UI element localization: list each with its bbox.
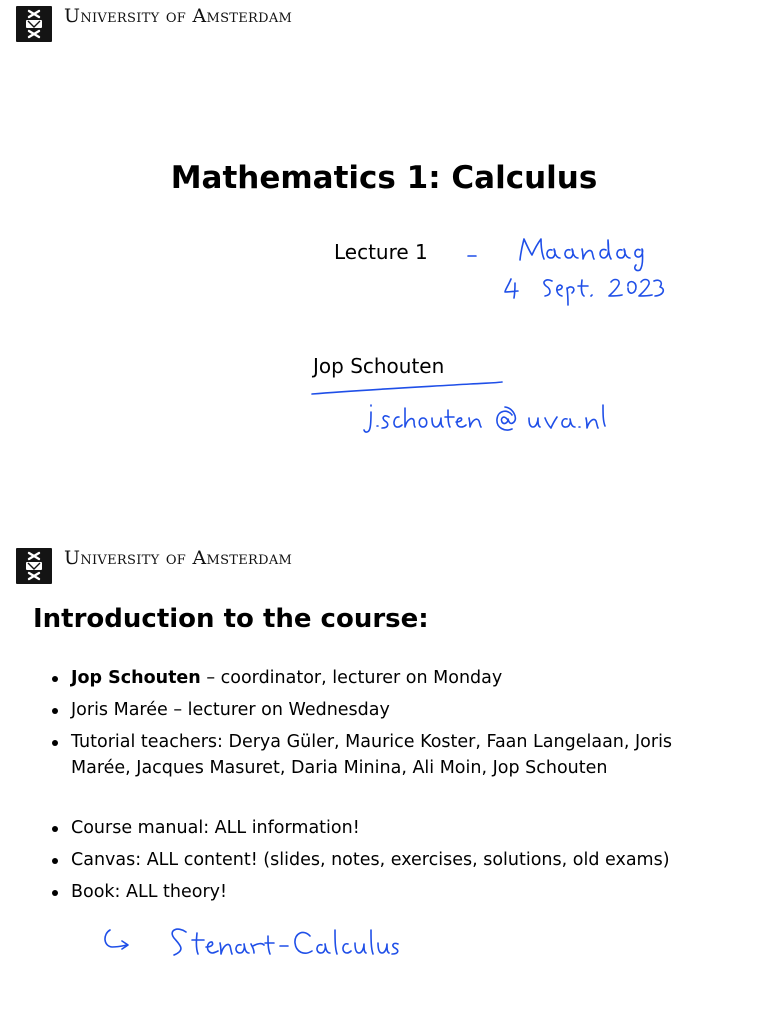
uva-crest-logo (16, 6, 52, 42)
ink-arrow (105, 930, 128, 949)
people-list (50, 665, 730, 787)
intro-slide (0, 512, 768, 1024)
ink-email (364, 405, 605, 432)
university-name: University of Amsterdam (64, 547, 293, 569)
university-name: University of Amsterdam (64, 5, 293, 27)
ink-book-title (172, 929, 398, 955)
coordinator-name: Jop Schouten (71, 668, 201, 688)
coordinator-role: – coordinator, lecturer on Monday (200, 668, 503, 688)
list-item: Book: ALL theory! (50, 879, 730, 905)
slide-heading: Introduction to the course: (33, 604, 429, 634)
resources-list (50, 815, 730, 911)
course-title: Mathematics 1: Calculus (170, 160, 598, 196)
list-item: Canvas: ALL content! (slides, notes, exercises, solutions, old exams) (50, 847, 730, 873)
ink-maandag (520, 239, 643, 271)
list-item: Course manual: ALL information! (50, 815, 730, 841)
list-item (50, 665, 730, 691)
lecture-number: Lecture 1 (334, 240, 428, 264)
uva-crest-logo (16, 548, 52, 584)
list-item: Joris Marée – lecturer on Wednesday (50, 697, 730, 723)
ink-underline (312, 382, 502, 394)
ink-date (505, 279, 663, 305)
list-item: Tutorial teachers: Derya Güler, Maurice Koster, Faan Langelaan, Joris Marée, Jacques Masuret, Daria Minina, Ali Moin, Jop Schouten (50, 729, 730, 781)
presenter-name: Jop Schouten (313, 354, 445, 378)
